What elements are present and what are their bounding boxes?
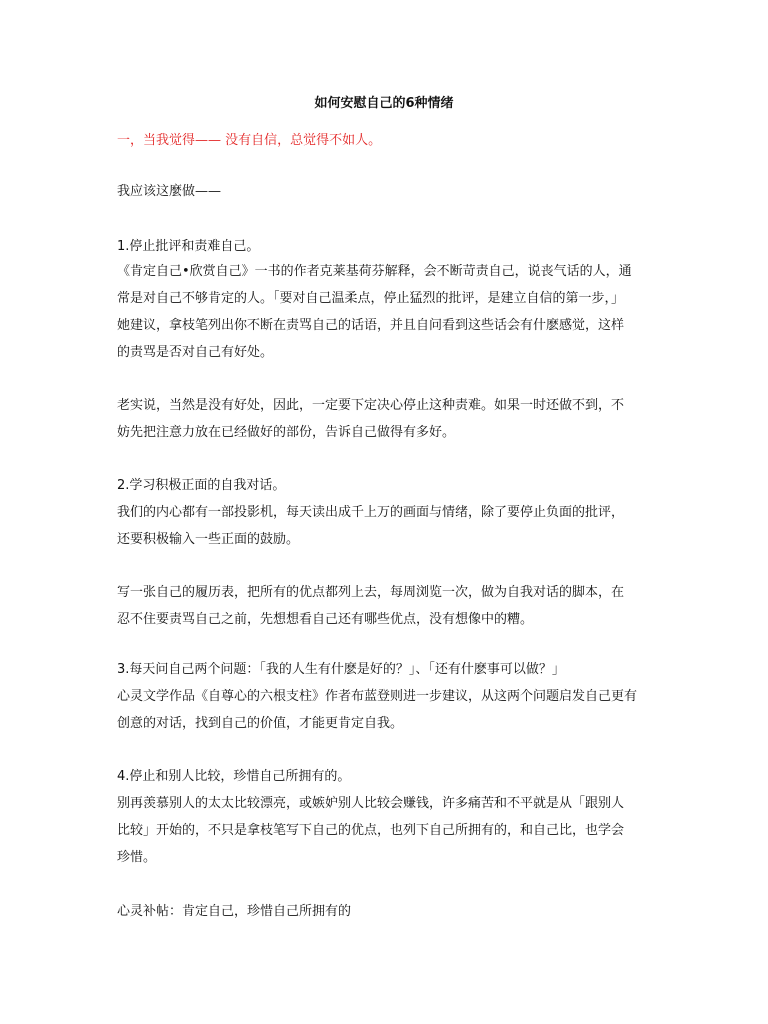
item-2-p2-line-1: 写一张自己的履历表，把所有的优点都列上去，每周浏览一次，做为自我对话的脚本，在 [117,585,625,600]
item-3-p1-line-2: 创意的对话，找到自己的价值，才能更肯定自我。 [117,716,404,731]
item-4-heading: 4.停止和别人比较，珍惜自己所拥有的。 [117,769,351,784]
intro-text: 我应该这麼做—— [117,184,222,199]
section-heading: 一，当我觉得—— 没有自信，总觉得不如人。 [117,133,382,148]
document-title: 如何安慰自己的6种情绪 [314,96,454,111]
item-3-p1-line-1: 心灵文学作品《自尊心的六根支柱》作者布蓝登则进一步建议，从这两个问题启发自己更有 [117,689,638,704]
item-2-p1-line-1: 我们的内心都有一部投影机，每天读出成千上万的画面与情绪，除了要停止负面的批评， [117,505,625,520]
item-1-p2-line-1: 老实说，当然是没有好处，因此，一定要下定决心停止这种责难。如果一时还做不到，不 [117,398,625,413]
item-2-heading: 2.学习积极正面的自我对话。 [117,478,286,493]
item-1-p1-line-3: 她建议，拿枝笔列出你不断在责骂自己的话语，并且自问看到这些话会有什麽感觉，这样 [117,318,625,333]
item-2-p1-line-2: 还要积极输入一些正面的鼓励。 [117,532,300,547]
item-4-p1-line-3: 珍惜。 [117,850,157,865]
item-4-p1-line-2: 比较」开始的，不只是拿枝笔写下自己的优点，也列下自己所拥有的，和自己比，也学会 [117,823,625,838]
closing-tip: 心灵补帖：肯定自己，珍惜自己所拥有的 [117,904,352,919]
item-1-heading: 1.停止批评和责难自己。 [117,239,260,254]
item-3-heading: 3.每天问自己两个问题：「我的人生有什麽是好的？」、「还有什麽事可以做？」 [117,662,565,677]
item-4-p1-line-1: 别再羡慕别人的太太比较漂亮，或嫉妒别人比较会赚钱，许多痛苦和不平就是从「跟别人 [117,796,625,811]
item-1-p1-line-4: 的责骂是否对自己有好处。 [117,345,274,360]
item-1-p2-line-2: 妨先把注意力放在已经做好的部份，告诉自己做得有多好。 [117,425,456,440]
item-2-p2-line-2: 忍不住要责骂自己之前，先想想看自己还有哪些优点，没有想像中的糟。 [117,612,534,627]
item-1-p1-line-1: 《肯定自己•欣赏自己》一书的作者克莱基荷芬解释，会不断苛责自己，说丧气话的人，通 [117,264,632,279]
item-1-p1-line-2: 常是对自己不够肯定的人。「要对自己温柔点，停止猛烈的批评，是建立自信的第一步，」 [117,291,625,306]
